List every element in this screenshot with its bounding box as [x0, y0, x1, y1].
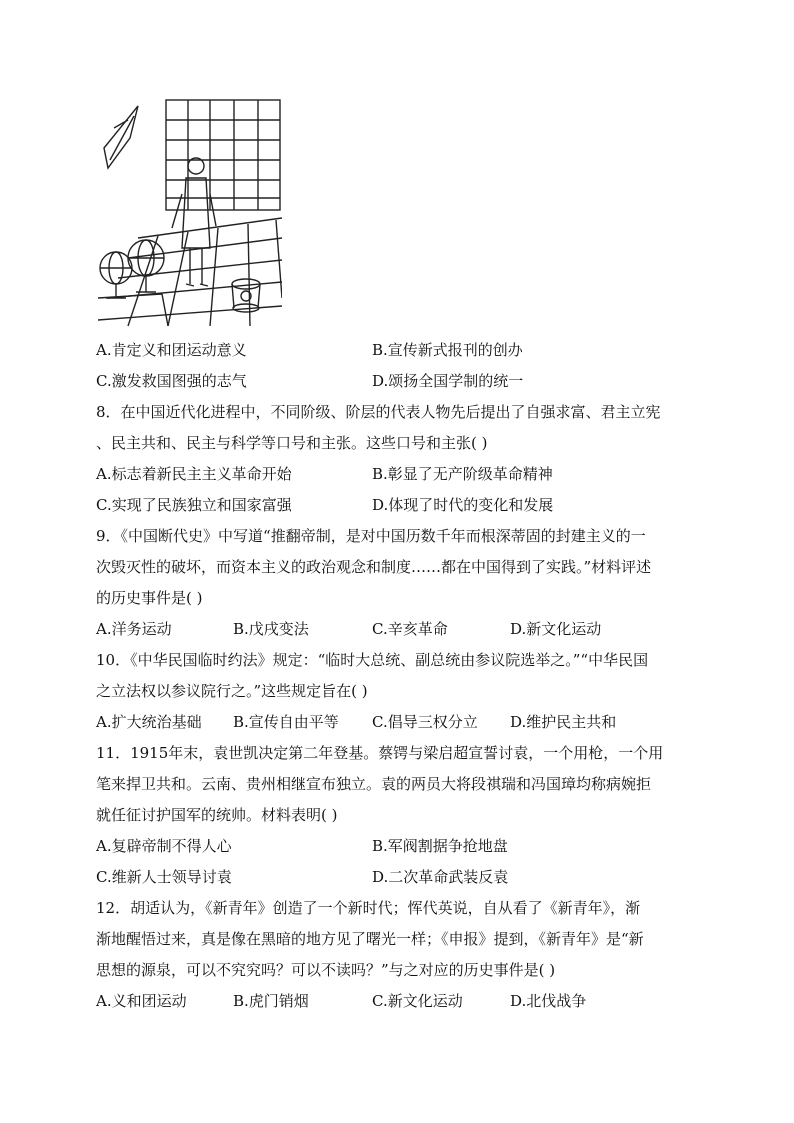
q10-option-d: D.维护民主共和 [510, 713, 617, 731]
q12-option-b: B.虎门销烟 [233, 992, 309, 1010]
q10-option-a: A.扩大统治基础 [96, 713, 202, 731]
q7-option-c: C.激发救国图强的志气 [96, 372, 247, 390]
question-illustration [98, 98, 282, 328]
q7-option-b: B.宣传新式报刊的创办 [372, 341, 523, 359]
q8-stem-line-2: 、民主共和、民主与科学等口号和主张。这些口号和主张( ) [96, 434, 488, 452]
q11-stem-line-2: 笔来捍卫共和。云南、贵州相继宣布独立。袁的两员大将段祺瑞和冯国璋均称病婉拒 [96, 775, 652, 793]
q10-option-b: B.宣传自由平等 [233, 713, 339, 731]
q9-stem-line-1: 9．《中国断代史》中写道“推翻帝制，是对中国历数千年而根深蒂固的封建主义的一 [96, 527, 646, 545]
q9-option-c: C.辛亥革命 [372, 620, 448, 638]
q7-option-a: A.肯定义和团运动意义 [96, 341, 247, 359]
q10-option-c: C.倡导三权分立 [372, 713, 478, 731]
q12-option-d: D.北伐战争 [510, 992, 587, 1010]
q8-stem-line-1: 8．在中国近代化进程中，不同阶级、阶层的代表人物先后提出了自强求富、君主立宪 [96, 403, 661, 421]
q12-option-c: C.新文化运动 [372, 992, 463, 1010]
q12-stem-line-3: 思想的源泉，可以不究究吗？可以不读吗？”与之对应的历史事件是( ) [96, 961, 556, 979]
q12-option-a: A.义和团运动 [96, 992, 187, 1010]
q10-stem-line-2: 之立法权以参议院行之。”这些规定旨在( ) [96, 682, 368, 700]
q9-stem-line-2: 次毁灭性的破坏，而资本主义的政治观念和制度……都在中国得到了实践。”材料评述 [96, 558, 652, 576]
q9-option-d: D.新文化运动 [510, 620, 602, 638]
q9-option-a: A.洋务运动 [96, 620, 172, 638]
q12-stem-line-1: 12．胡适认为，《新青年》创造了一个新时代；恽代英说，自从看了《新青年》，渐 [96, 899, 641, 917]
q8-option-c: C.实现了民族独立和国家富强 [96, 496, 292, 514]
q7-option-d: D.颂扬全国学制的统一 [372, 372, 524, 390]
q11-option-a: A.复辟帝制不得人心 [96, 837, 232, 855]
q12-stem-line-2: 渐地醒悟过来，真是像在黑暗的地方见了曙光一样；《申报》提到，《新青年》是“新 [96, 930, 644, 948]
q9-stem-line-3: 的历史事件是( ) [96, 589, 203, 607]
q11-option-d: D.二次革命武装反袁 [372, 868, 509, 886]
q11-stem-line-3: 就任征讨护国军的统帅。材料表明( ) [96, 806, 338, 824]
q11-option-b: B.军阀割据争抢地盘 [372, 837, 508, 855]
q9-option-b: B.戊戌变法 [233, 620, 309, 638]
q11-option-c: C.维新人士领导讨袁 [96, 868, 232, 886]
q10-stem-line-1: 10．《中华民国临时约法》规定：“临时大总统、副总统由参议院选举之。”“中华民国 [96, 651, 649, 669]
q11-stem-line-1: 11．1915年末，袁世凯决定第二年登基。蔡锷与梁启超宣誓讨袁，一个用枪，一个用 [96, 744, 664, 762]
q8-option-a: A.标志着新民主主义革命开始 [96, 465, 292, 483]
q8-option-b: B.彰显了无产阶级革命精神 [372, 465, 553, 483]
q8-option-d: D.体现了时代的变化和发展 [372, 496, 554, 514]
